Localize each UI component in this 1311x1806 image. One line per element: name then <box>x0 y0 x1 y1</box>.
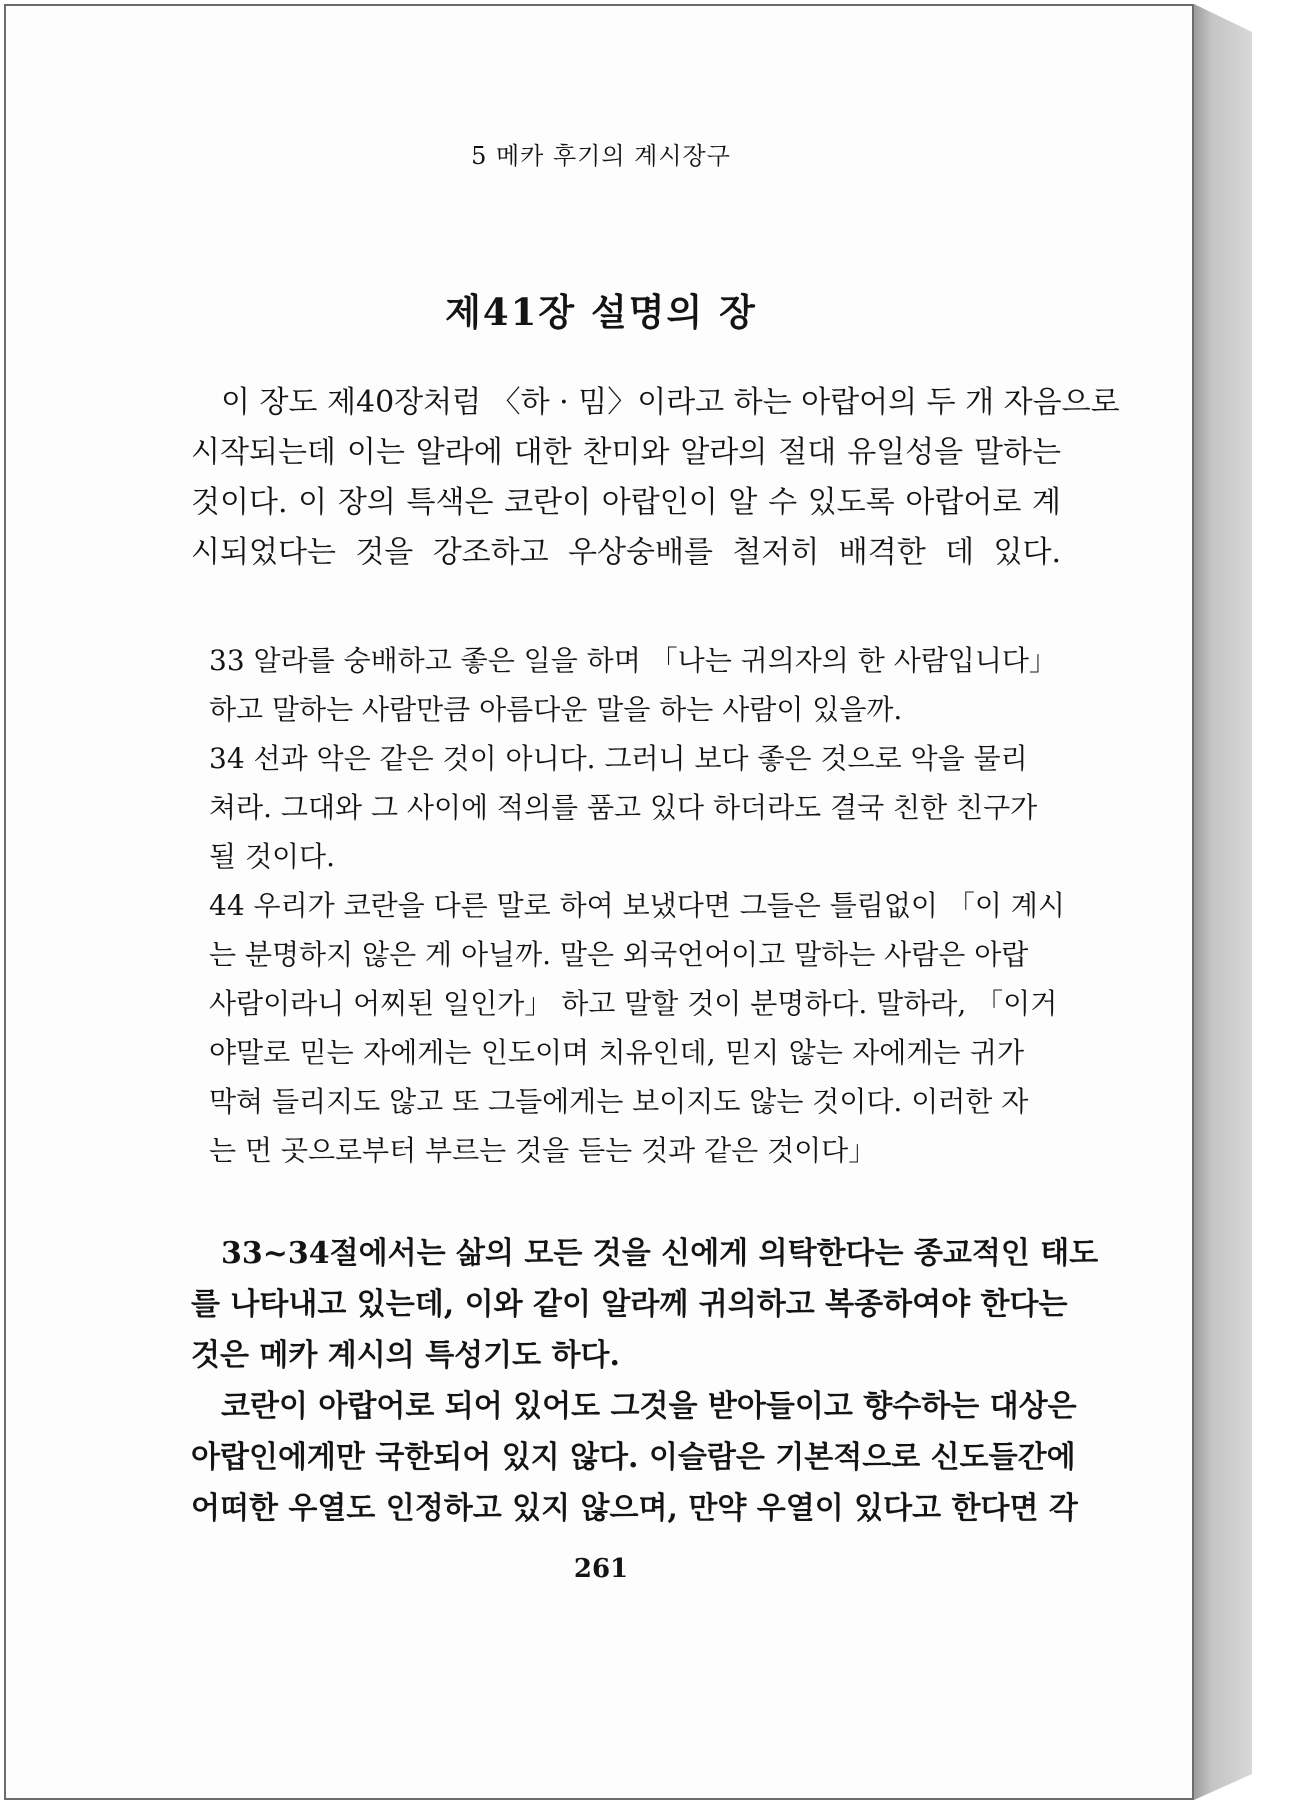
commentary-line: 33~34절에서는 삶의 모든 것을 신에게 의탁한다는 종교적인 태도 <box>221 1236 1099 1271</box>
commentary-line: 를 나타내고 있는데, 이와 같이 알라께 귀의하고 복종하여야 한다는 <box>191 1287 1068 1322</box>
verse-line: 33 알라를 숭배하고 좋은 일을 하며 「나는 귀의자의 한 사람입니다」 <box>209 644 1057 677</box>
commentary-line: 것은 메카 계시의 특성기도 하다. <box>191 1338 620 1373</box>
verse-line: 34 선과 악은 같은 것이 아니다. 그러니 보다 좋은 것으로 악을 물리 <box>209 742 1028 775</box>
book-page <box>4 4 1194 1800</box>
verse-quotation <box>209 636 1065 1175</box>
chapter-title: 제41장 설명의 장 <box>445 290 757 334</box>
verse-line: 될 것이다. <box>209 840 335 873</box>
book-side-edge <box>1194 4 1252 1800</box>
verse-line: 44 우리가 코란을 다른 말로 하여 보냈다면 그들은 틀림없이 「이 계시 <box>209 889 1065 922</box>
verse-line: 쳐라. 그대와 그 사이에 적의를 품고 있다 하더라도 결국 친한 친구가 <box>209 791 1038 824</box>
commentary-line: 코란이 아랍어로 되어 있어도 그것을 받아들이고 향수하는 대상은 <box>221 1389 1077 1424</box>
verse-line: 하고 말하는 사람만큼 아름다운 말을 하는 사람이 있을까. <box>209 693 903 726</box>
intro-line: 이 장도 제40장처럼 〈하 · 밈〉이라고 하는 아랍어의 두 개 자음으로 <box>221 385 1120 420</box>
verse-line: 는 분명하지 않은 게 아닐까. 말은 외국언어이고 말하는 사람은 아랍 <box>209 938 1029 971</box>
verse-line: 는 먼 곳으로부터 부르는 것을 듣는 것과 같은 것이다」 <box>209 1134 877 1167</box>
intro-line: 것이다. 이 장의 특색은 코란이 아랍인이 알 수 있도록 아랍어로 계 <box>191 485 1061 520</box>
page-number: 261 <box>573 1554 629 1584</box>
verse-line: 사람이라니 어찌된 일인가」 하고 말할 것이 분명하다. 말하라, 「이거 <box>209 987 1058 1020</box>
verse-line: 야말로 믿는 자에게는 인도이며 치유인데, 믿지 않는 자에게는 귀가 <box>209 1036 1024 1069</box>
verse-line: 막혀 들리지도 않고 또 그들에게는 보이지도 않는 것이다. 이러한 자 <box>209 1085 1029 1118</box>
intro-line: 시되었다는 것을 강조하고 우상숭배를 철저히 배격한 데 있다. <box>191 535 1061 570</box>
commentary-paragraph <box>191 1228 1099 1534</box>
commentary-line: 아랍인에게만 국한되어 있지 않다. 이슬람은 기본적으로 신도들간에 <box>191 1440 1076 1475</box>
intro-line: 시작되는데 이는 알라에 대한 찬미와 알라의 절대 유일성을 말하는 <box>191 435 1061 470</box>
commentary-line: 어떠한 우열도 인정하고 있지 않으며, 만약 우열이 있다고 한다면 각 <box>191 1491 1078 1526</box>
running-head: 5 메카 후기의 계시장구 <box>471 142 731 170</box>
intro-paragraph <box>191 378 1120 578</box>
